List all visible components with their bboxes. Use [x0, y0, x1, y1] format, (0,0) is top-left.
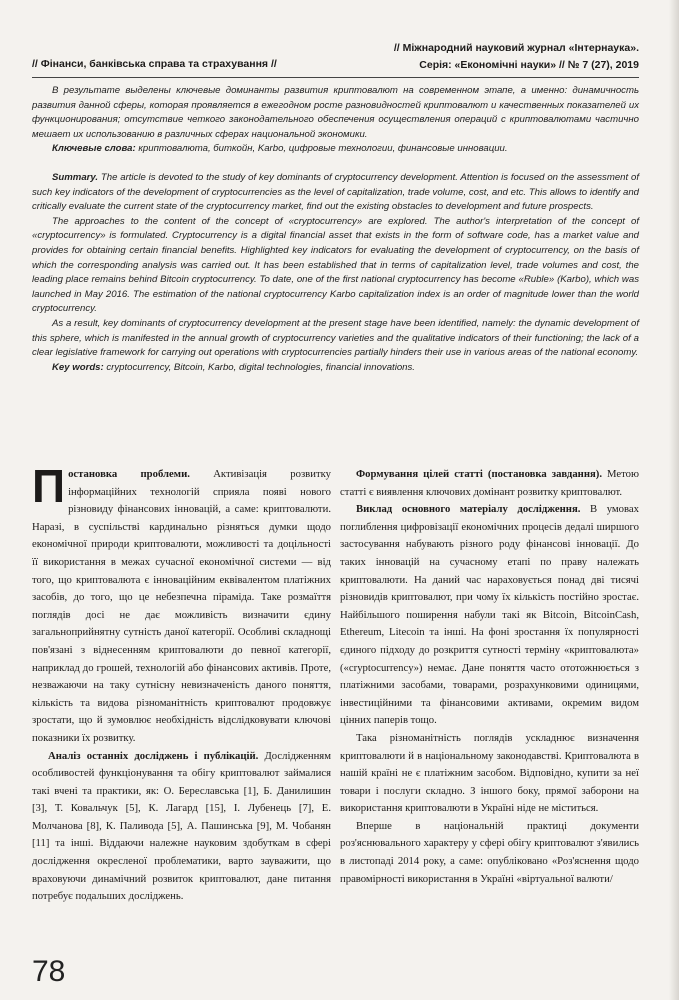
right-column	[340, 466, 639, 936]
journal-series: Серія: «Економічні науки» // № 7 (27), 2019	[419, 59, 639, 71]
header-rule	[32, 77, 639, 78]
literature-review	[32, 748, 331, 906]
keywords-ru	[32, 142, 639, 157]
abstract-ru-conclusion: В результате выделены ключевые доминанты развития криптовалют на современном этапе, а именно: динамичность развития данной сферы, которая проявляется в ежегодном росте разновидностей криптовалют и качественных показателей их функционирования; отсутствие четкого законодательного обеспечения осуществления операций с криптовалютами частично мешает их использованию в различных сферах национальной экономики.	[32, 85, 639, 140]
keywords-ru-label: Ключевые слова:	[52, 143, 136, 155]
section-title: // Фінанси, банківська справа та страхування //	[32, 58, 277, 70]
summary-p1-text: The article is devoted to the study of key dominants of cryptocurrency development. Attention is focused on the assessment of such key indicators of the development of cryptocurrencies as the level of capitalization, trade volume, cost, and etc. This allows to identify and critically evaluate the current state of the cryptocurrency market, find out the existing obstacles to development and future prospects.	[32, 171, 639, 213]
main-material-heading: Виклад основного матеріалу дослідження.	[356, 503, 581, 516]
objectives-heading: Формування цілей статті (постановка завдання).	[356, 468, 602, 480]
running-header	[32, 40, 639, 74]
literature-heading: Аналіз останніх досліджень і публікацій.	[48, 749, 259, 762]
summary-p3: As a result, key dominants of cryptocurrency development at the present stage have been identified, namely: the dynamic development of this sphere, which is manifested in the annual growth of cryptocurrency varieties and the qualitative indicators of their functioning; the lack of a clear legislative framework for carrying out operations with cryptocurrencies partially hinders their use in various areas of the national economy.	[32, 317, 639, 359]
problem-heading: остановка проблеми.	[68, 468, 190, 480]
summary-label: Summary.	[52, 171, 99, 183]
keywords-en	[32, 361, 639, 376]
page-edge-shadow	[669, 0, 679, 1000]
abstracts	[32, 84, 639, 375]
main-material-text: В умовах поглиблення цифровізації економічних процесів дедалі ширшого застосування набувають різного роду фінансові інновації. До таких інновацій на сучасному етапі по праву належать криптовалюти. На даний час нараховується понад дві тисячі різновидів криптовалют, при чому їх кількість постійно зростає. Найбільшого поширення набули такі як Bitcoin, BitcoinCash, Ethereum, Litecoin та інші. На фоні зростання їх популярності єдиного підходу до розкриття сутності терміну «криптовалюта» («cryptocurrency») немає. Дане поняття часто ототожнюється з платіжними засобами, товарами, розрахунковими одиницями, інвестиційними та фінансовими активами, окремим видом цінних паперів тощо.	[340, 503, 639, 727]
drop-cap: П	[32, 460, 66, 512]
body-paragraph-4: Вперше в національній практиці документи роз'яснювального характеру у сфері обігу криптовалют з'явились в листопаді 2014 року, а саме: опубліковано «Роз'яснення щодо правомірності використання в Україні «віртуальної валюти/	[340, 819, 639, 885]
keywords-ru-text: криптовалюта, биткойн, Karbo, цифровые технологии, финансовые инновации.	[135, 143, 508, 155]
objectives-text: Метою статті є виявлення ключових домінант розвитку криптовалют.	[340, 468, 639, 498]
main-material	[340, 501, 639, 730]
summary-p2: The approaches to the content of the concept of «cryptocurrency» are explored. The author's interpretation of the concept of «cryptocurrency» is formulated. Cryptocurrency is a digital financial asset that exists in the form of software code, has a market value and provides for obtaining certain financial benefits. Highlighted key indicators for evaluating the development of cryptocurrency, on the basis of which the corresponding analysis was carried out. It has been established that in terms of capitalization level, trade volumes and cost, the leading place remains behind Bitcoin cryptocurrency. To date, one of the first national cryptocurrency has become «Ruble» (Karbo), which was launched in May 2016. The estimation of the national cryptocurrency Karbo capitalization index is an order of magnitude lower than the world cryptocurrency.	[32, 215, 639, 315]
objectives	[340, 466, 639, 501]
journal-name: // Міжнародний науковий журнал «Інтернаука».	[393, 42, 639, 54]
article-body	[32, 460, 639, 936]
journal-info	[394, 40, 639, 74]
literature-text: Дослідженням особливостей функціонування та обігу криптовалют займалися такі вчені та практики, як: О. Береславська [1], Б. Данилишин [3], Т. Ковальчук [5], К. Лагард [15], І. Лубенець [7], Е. Молчанова [8], К. Паливода [5], А. Пашинська [9], М. Чобанян [11] та інші. Віддаючи належне науковим здобуткам в сфері дослідження окресленої проблематики, варто зауважити, що враховуючи динамічний розвиток криптовалют, дане питання потребує подальших досліджень.	[32, 749, 331, 903]
problem-text: Активізація розвитку інформаційних технологій сприяла появі нового різновиду фінансових інновацій, а саме: криптовалюти. Наразі, в суспільстві кардинально різняться думки щодо економічної природи криптовалюти, можливості та доцільності її використання в межах сучасної економічної системи — від того, що криптовалюта є інноваційним еквівалентом платіжних засобів, до того, що це небезпечна піраміда. Таке розмаїття поглядів досі не дає можливість визначити єдину загальноприйнятну сутність даної категорії. Особливі складнощі пов'язані з віднесенням криптовалюти до певної категорії, наприклад до грошей, технологій або фінансових активів. Проте, незважаючи на таку сутнісну невизначеність даного поняття, кількість та видова різноманітність криптовалют продовжує зростати, що й зумовлює необхідність відслідковувати ключові показники їх розвитку.	[32, 468, 331, 744]
body-paragraph-3: Така різноманітність поглядів ускладнює визначення криптовалюти й в національному законодавстві. Криптовалюта в нашій країні не є платіжним засобом. Відповідно, купити за неї товари і послуги складно. З іншого боку, прямої заборони на використання криптовалюти в Україні ніде не міститься.	[340, 731, 639, 815]
keywords-en-label: Key words:	[52, 361, 104, 373]
summary-p1	[32, 171, 639, 215]
problem-statement	[32, 460, 331, 748]
page-number: 78	[32, 955, 66, 988]
left-column	[32, 460, 331, 936]
keywords-en-text: cryptocurrency, Bitcoin, Karbo, digital technologies, financial innovations.	[103, 361, 415, 373]
